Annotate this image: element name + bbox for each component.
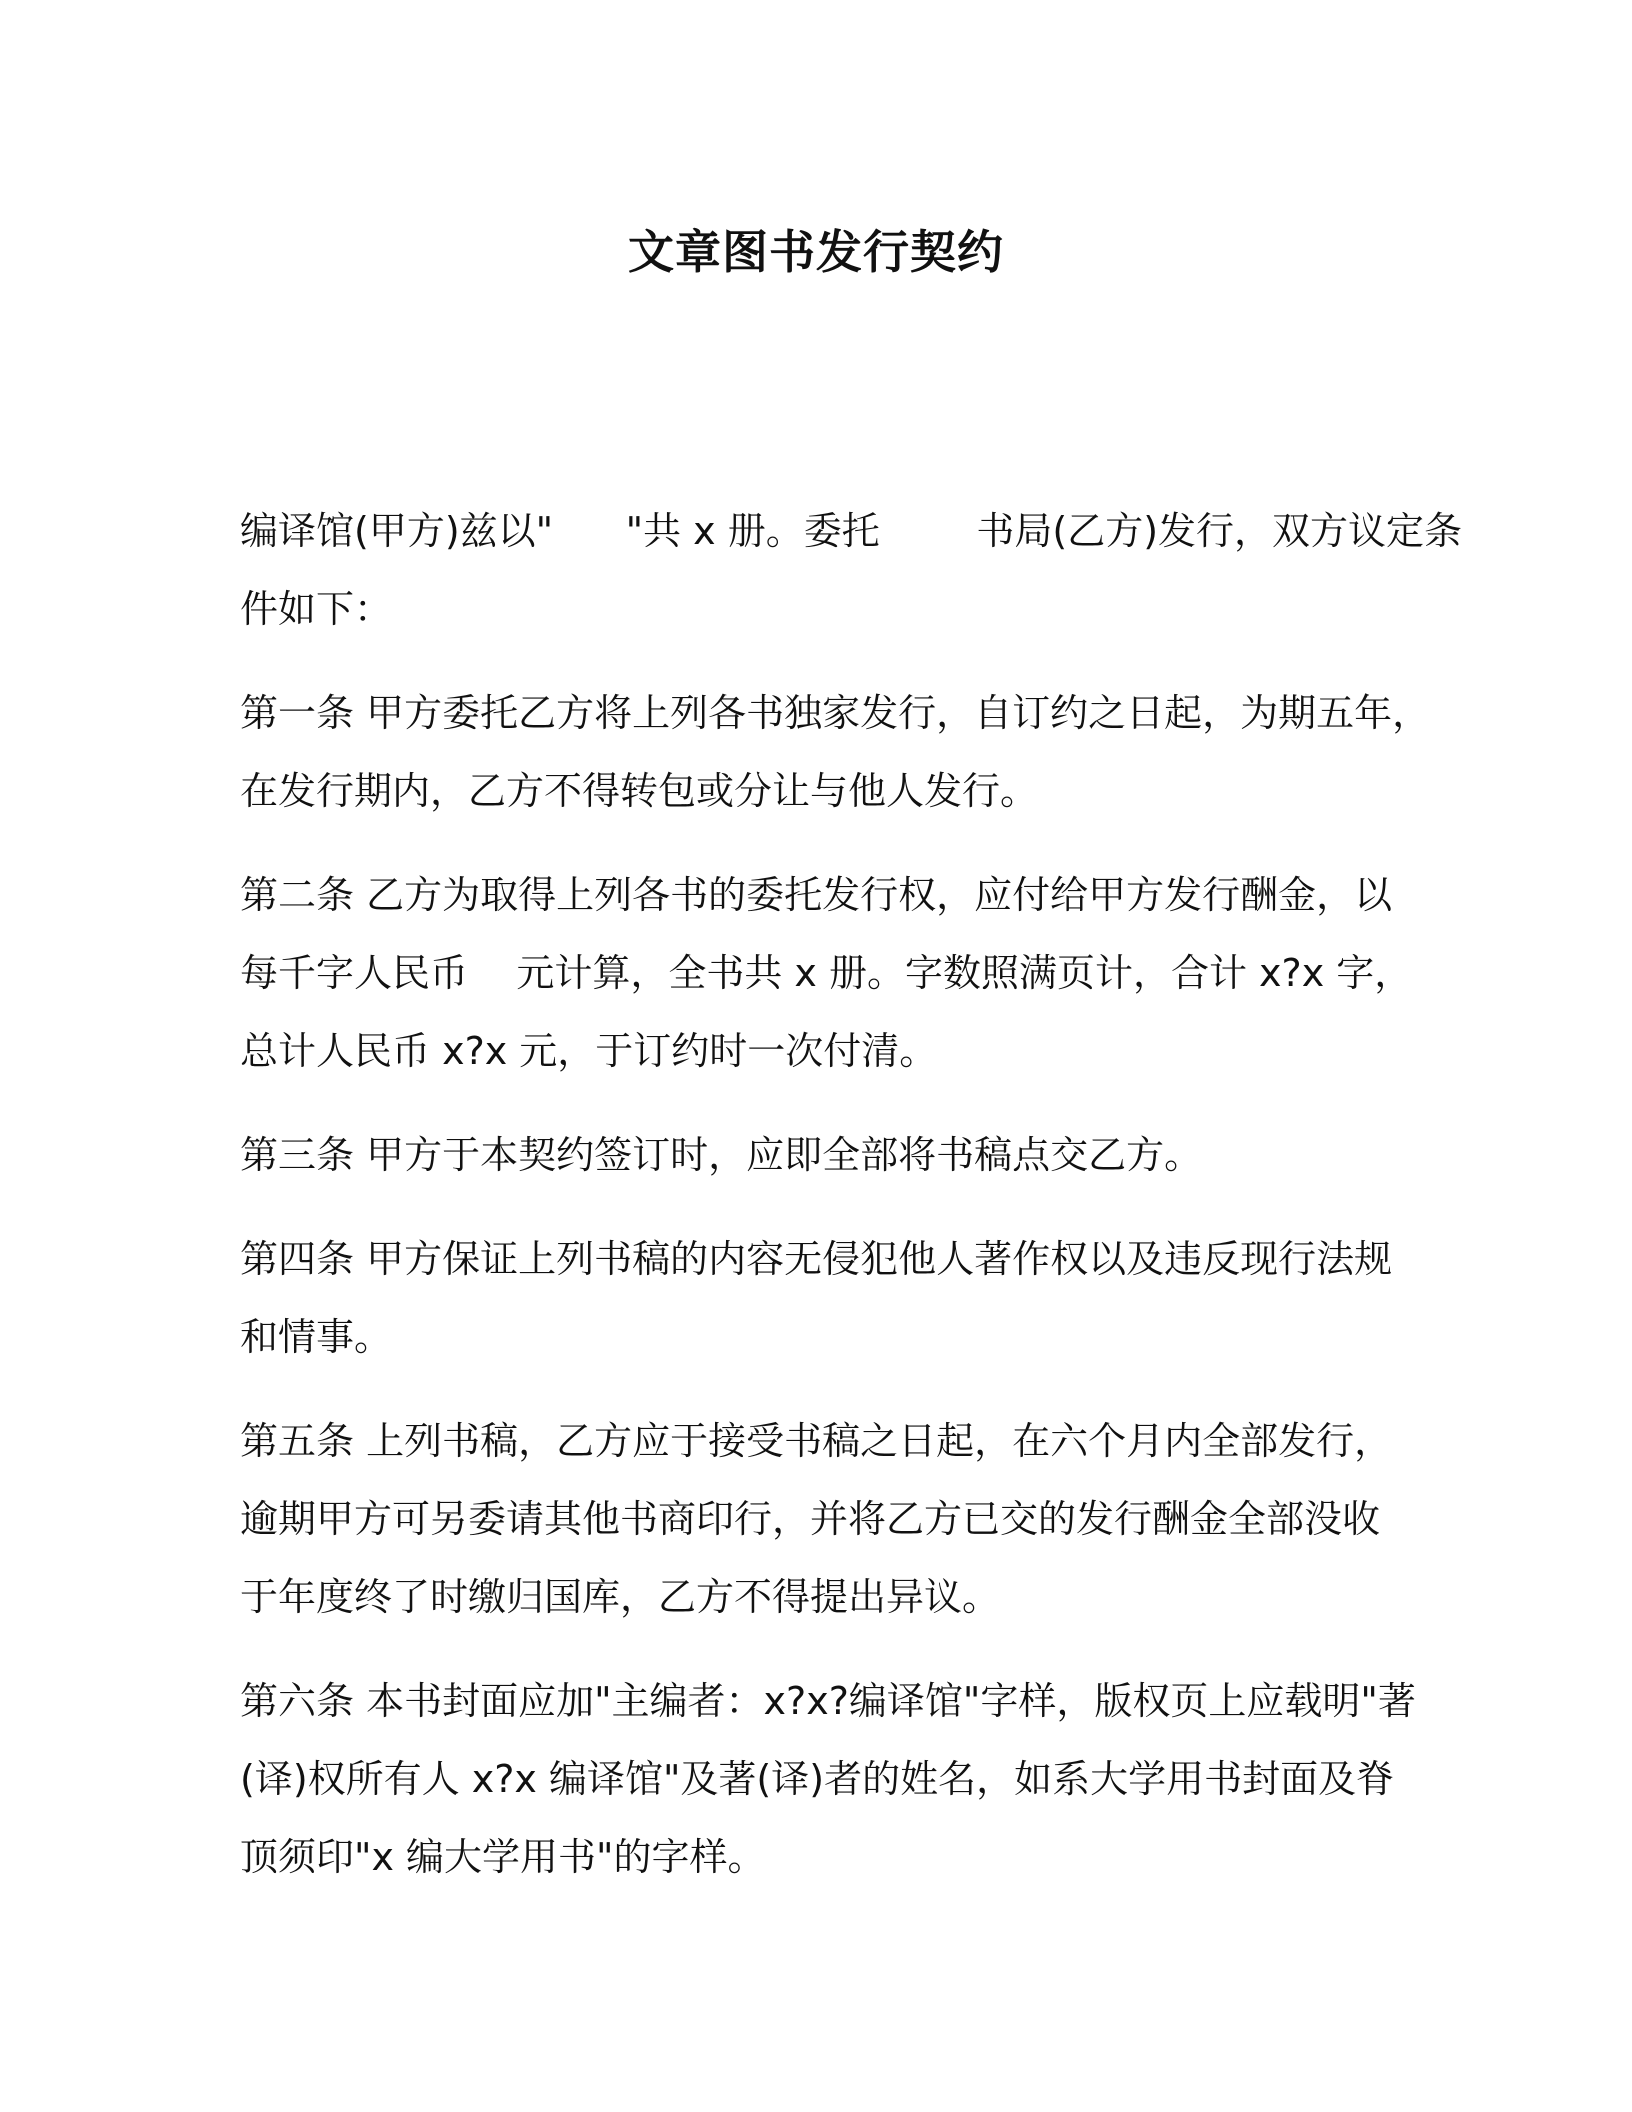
text-line: 件如下： [240, 587, 393, 631]
article-6-paragraph [240, 1662, 1416, 1896]
article-5-paragraph [240, 1402, 1393, 1636]
text-line: 在发行期内，乙方不得转包或分让与他人发行。 [240, 769, 1039, 813]
text-line: 第五条 上列书稿，乙方应于接受书稿之日起，在六个月内全部发行， [240, 1419, 1393, 1463]
text-line: 逾期甲方可另委请其他书商印行，并将乙方已交的发行酬金全部没收 [240, 1497, 1381, 1541]
text-line: 于年度终了时缴归国库，乙方不得提出异议。 [240, 1575, 1001, 1619]
article-2-paragraph [240, 856, 1413, 1090]
text-line: 编译馆(甲方)兹以" "共 x 册。委托 书局(乙方)发行，双方议定条 [240, 509, 1463, 553]
text-line: 第一条 甲方委托乙方将上列各书独家发行，自订约之日起，为期五年， [240, 691, 1431, 735]
article-4-paragraph [240, 1220, 1393, 1376]
article-1-paragraph [240, 674, 1431, 830]
text-line: 第三条 甲方于本契约签订时，应即全部将书稿点交乙方。 [240, 1133, 1203, 1177]
document-title: 文章图书发行契约 [628, 225, 1004, 279]
text-line: 总计人民币 x?x 元，于订约时一次付清。 [240, 1029, 938, 1073]
text-line: (译)权所有人 x?x 编译馆"及著(译)者的姓名，如系大学用书封面及脊 [240, 1757, 1395, 1801]
text-line: 第四条 甲方保证上列书稿的内容无侵犯他人著作权以及违反现行法规 [240, 1237, 1393, 1281]
text-line: 顶须印"x 编大学用书"的字样。 [240, 1835, 766, 1879]
text-line: 和情事。 [240, 1315, 393, 1359]
text-line: 第二条 乙方为取得上列各书的委托发行权，应付给甲方发行酬金，以 [240, 873, 1393, 917]
article-3-paragraph [240, 1116, 1390, 1194]
document-body [240, 492, 1463, 1922]
intro-paragraph [240, 492, 1463, 648]
text-line: 每千字人民币 元计算，全书共 x 册。字数照满页计，合计 x?x 字， [240, 951, 1413, 995]
text-line: 第六条 本书封面应加"主编者：x?x?编译馆"字样，版权页上应载明"著 [240, 1679, 1416, 1723]
